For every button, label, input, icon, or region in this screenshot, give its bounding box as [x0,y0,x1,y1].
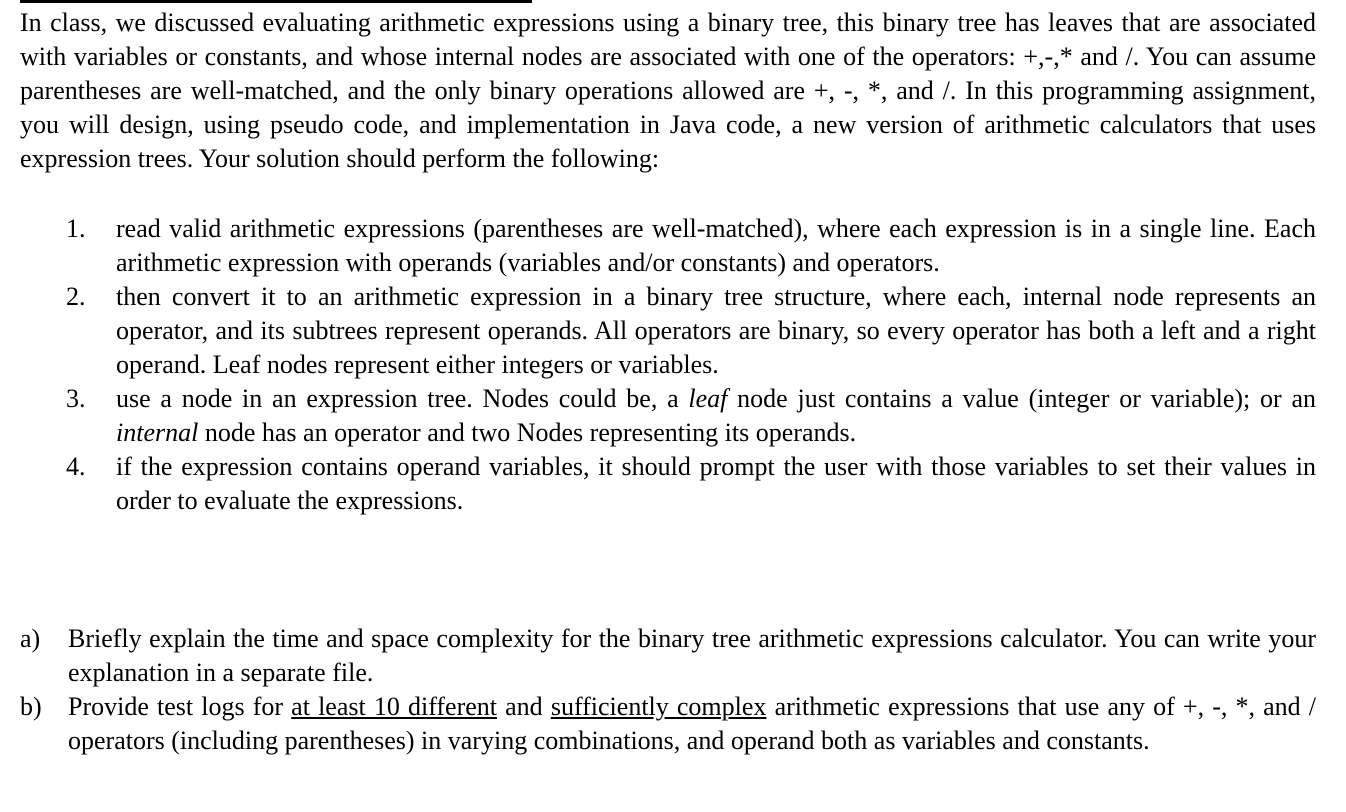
intro-paragraph: In class, we discussed evaluating arithmetic expressions using a binary tree, this binary tree has leaves that are associated with variables or constants, and whose internal nodes are associated with one of the operators: +,-,* and /. You can assume parentheses are well-matched, and the only binary operations allowed are +, -, *, and /. In this programming assignment, you will design, using pseudo code, and implementation in Java code, a new version of arithmetic calculators that uses expression trees. Your solution should perform the following: [20,8,1316,173]
requirements-list [66,212,1316,518]
questions-list [20,622,1316,758]
list-marker: 3. [66,384,86,413]
question-item [20,622,1316,690]
list-item-text: use a node in an expression tree. Nodes could be, a [116,384,689,413]
question-text: and [497,692,551,721]
question-text: Briefly explain the time and space complexity for the binary tree arithmetic expressions calculator. You can write your explanation in a separate file. [68,624,1316,687]
list-item [66,450,1316,518]
question-text: Provide test logs for [68,692,292,721]
question-text: arithmetic expressions that use any of +, -, *, and / operators (including parentheses) in varying combinations, and operand both as variables and constants. [68,692,1317,755]
list-item [66,382,1316,450]
leaf-term: leaf [688,384,728,413]
underlined-requirement: sufficiently complex [550,692,767,721]
question-marker: b) [20,692,42,721]
list-item-text: node just contains a value (integer or variable); or an [727,384,1316,413]
list-item [66,280,1316,382]
question-marker: a) [20,624,41,653]
list-marker: 1. [66,214,86,243]
question-item [20,690,1316,758]
list-marker: 4. [66,452,86,481]
list-item [66,212,1316,280]
list-marker: 2. [66,282,86,311]
top-rule [20,0,532,3]
list-item-text: read valid arithmetic expressions (parentheses are well-matched), where each expression is in a single line. Each arithmetic expression with operands (variables and/or constants) and operators. [116,214,1316,277]
internal-term: internal [116,418,199,447]
underlined-requirement: at least 10 different [291,692,498,721]
list-item-text: then convert it to an arithmetic expression in a binary tree structure, where each, internal node represents an operator, and its subtrees represent operands. All operators are binary, so every operator has both a left and a right operand. Leaf nodes represent either integers or variables. [116,282,1316,379]
list-item-text: if the expression contains operand variables, it should prompt the user with those variables to set their values in order to evaluate the expressions. [116,452,1316,515]
list-item-text: node has an operator and two Nodes representing its operands. [198,418,857,447]
